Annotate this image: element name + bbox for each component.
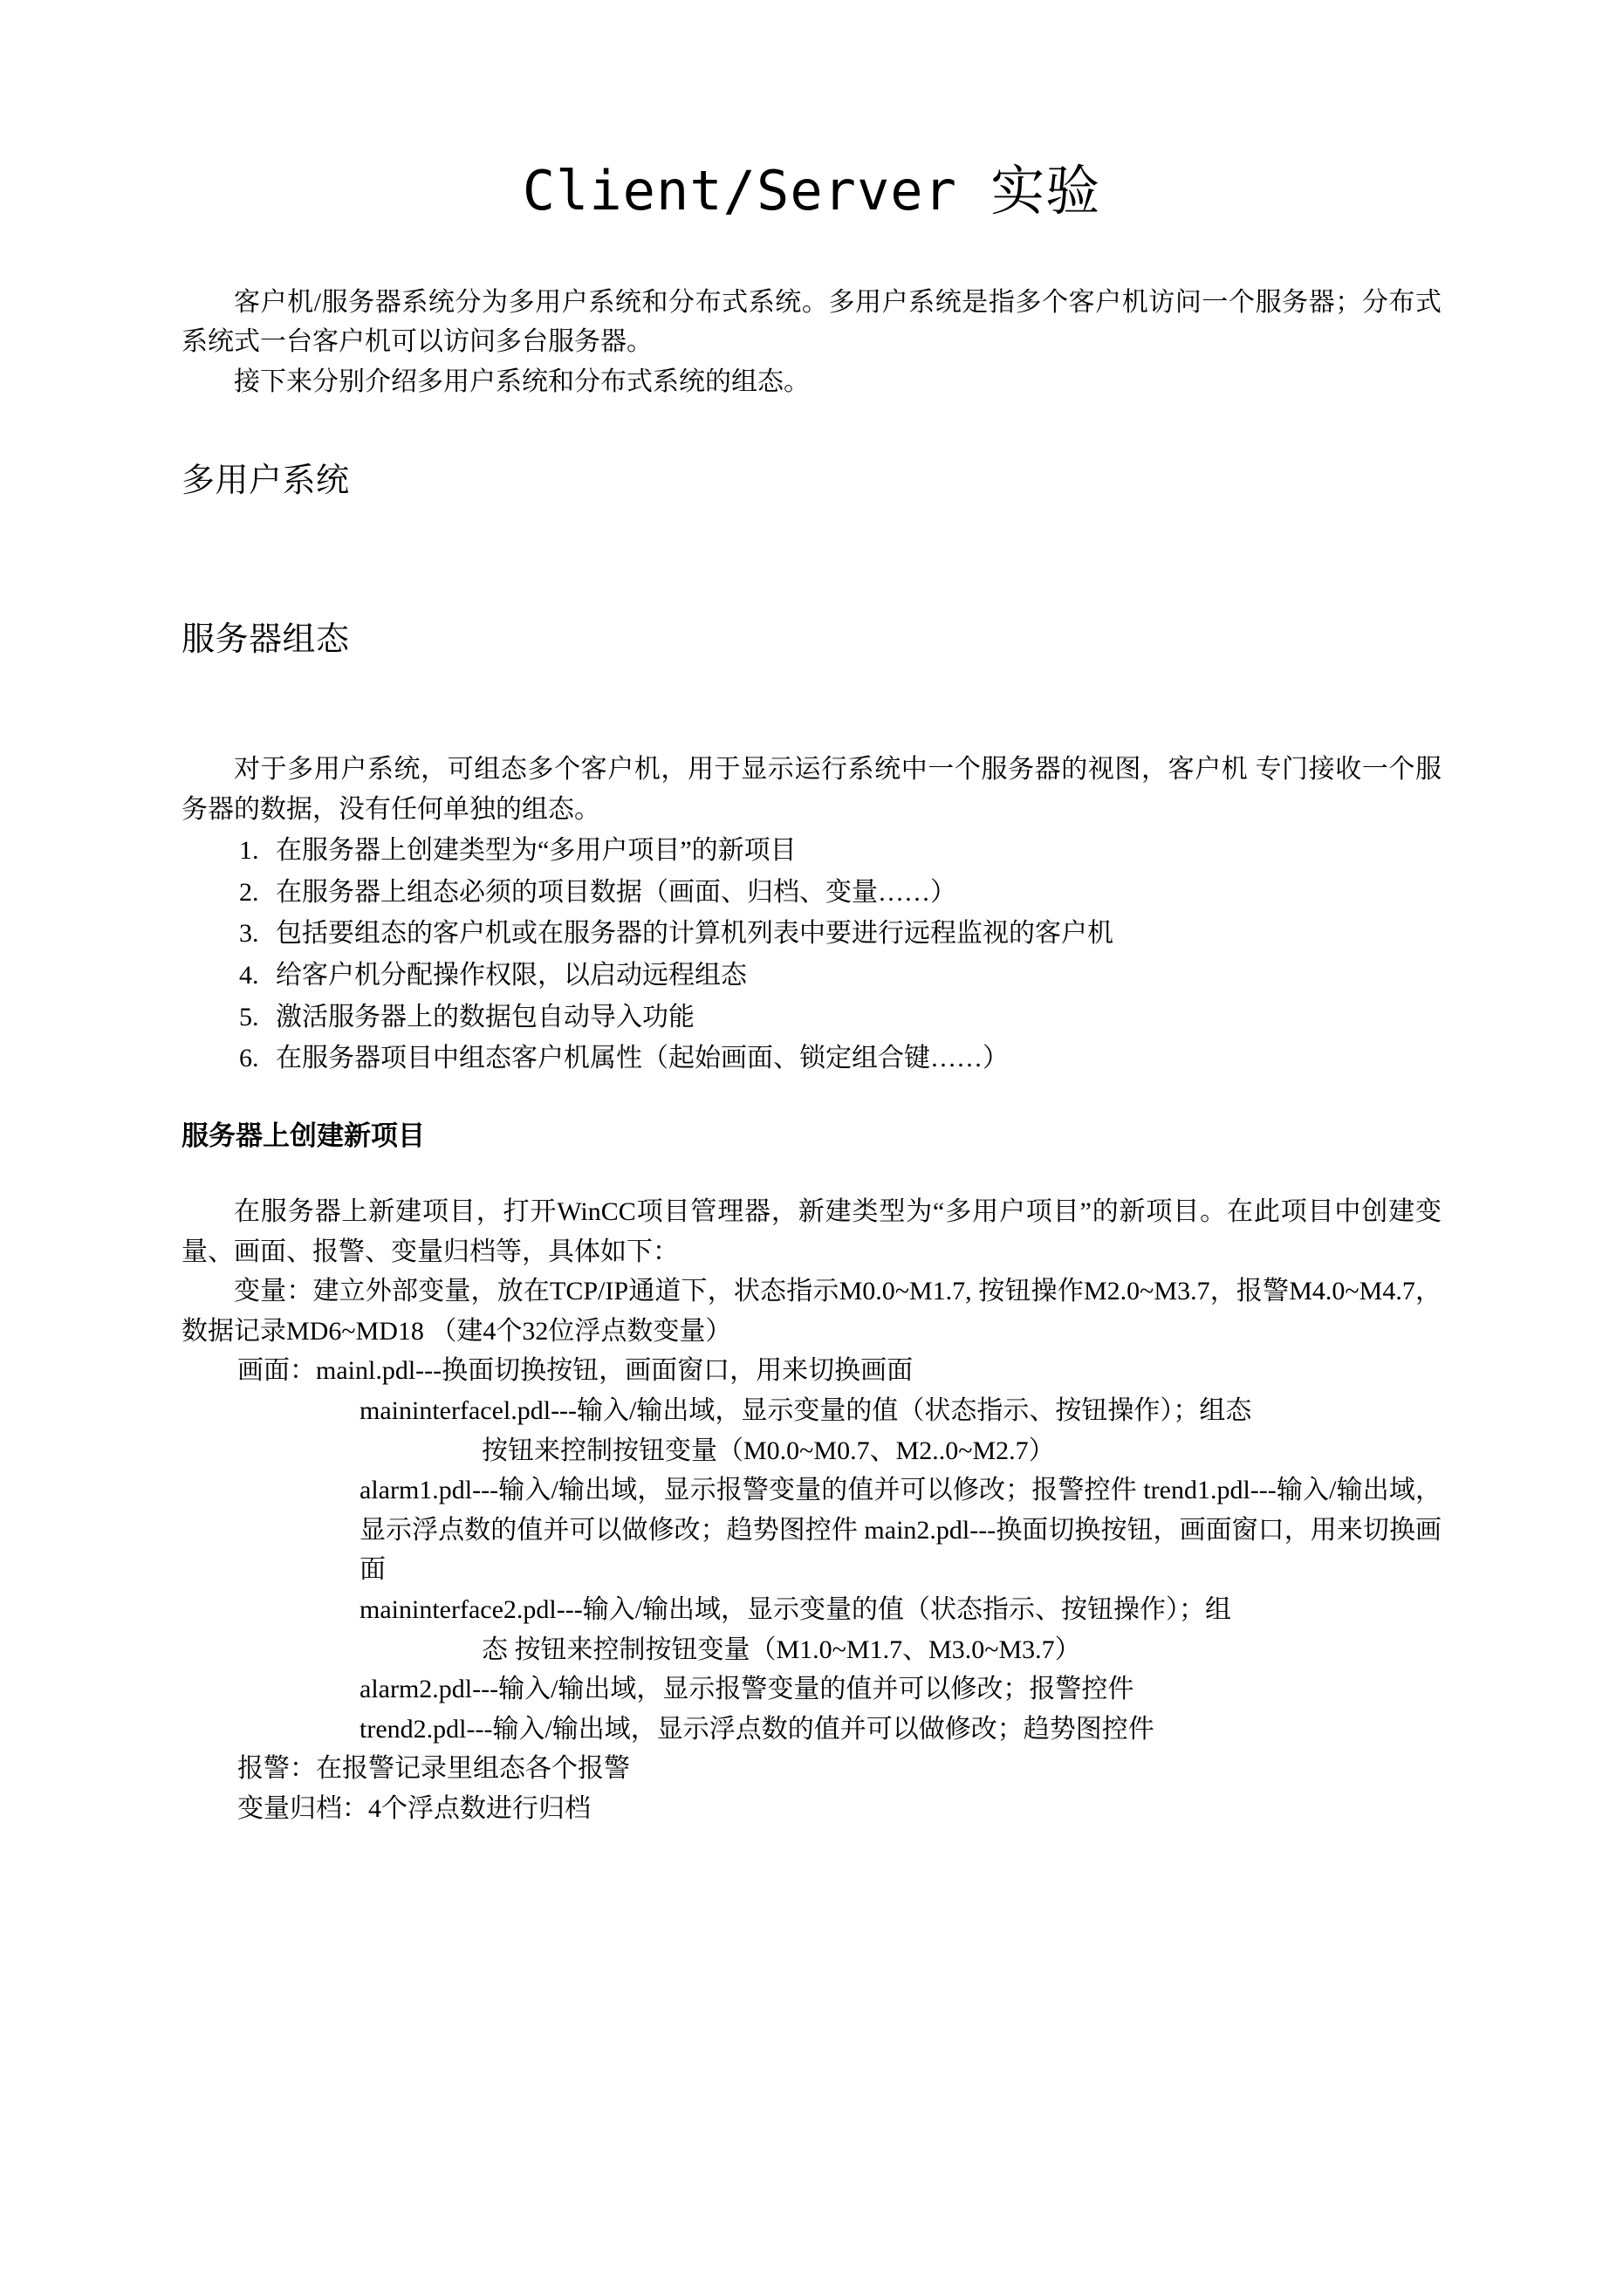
list-item: 2. 在服务器上组态必须的项目数据（画面、归档、变量……） <box>265 873 1442 913</box>
server-configuration-steps <box>181 831 1442 1079</box>
screens-line-alarm2: alarm2.pdl---输入/输出域，显示报警变量的值并可以修改；报警控件 <box>360 1675 1134 1704</box>
spacer <box>181 718 1442 750</box>
screens-main1-text: mainl.pdl---换面切换按钮，画面窗口，用来切换画面 <box>316 1356 914 1386</box>
spacer <box>181 560 1442 618</box>
screens-line-maininterface1-continued: 按钮来控制按钮变量（M0.0~M0.7、M2..0~M2.7） <box>482 1436 1055 1465</box>
intro-paragraph-1: 客户机/服务器系统分为多用户系统和分布式系统。多用户系统是指多个客户机访问一个服务器；分布式系统式一台客户机可以访问多台服务器。 <box>181 287 1442 357</box>
spacer <box>181 503 1442 560</box>
tag-archive-line: 变量归档：4个浮点数进行归档 <box>237 1794 591 1824</box>
screens-line-main1 <box>181 1351 1442 1391</box>
heading-server-configuration: 服务器组态 <box>181 619 350 658</box>
screens-line-maininterface2-continued: 态 按钮来控制按钮变量（M1.0~M1.7、M3.0~M3.7） <box>482 1635 1081 1664</box>
spacer <box>181 401 1442 459</box>
screens-label: 画面： <box>237 1356 316 1386</box>
tags-description-line: 变量：建立外部变量，放在TCP/IP通道下，状态指示M0.0~M1.7, 按钮操作M2.0~M3.7，报警M4.0~M4.7，数据记录MD6~MD18 （建4个32位浮点数变量） <box>181 1277 1442 1346</box>
list-item: 1. 在服务器上创建类型为“多用户项目”的新项目 <box>265 831 1442 871</box>
screens-line-alarm1-trend1-main2: alarm1.pdl---输入/输出域，显示报警变量的值并可以修改；报警控件 trend1.pdl---输入/输出域，显示浮点数的值并可以做修改；趋势图控件 main2.pdl---换面切换按钮，画面窗口，用来切换画面 <box>360 1476 1442 1585</box>
screens-line-trend2: trend2.pdl---输入/输出域，显示浮点数的值并可以做修改；趋势图控件 <box>360 1714 1154 1744</box>
list-item: 4. 给客户机分配操作权限，以启动远程组态 <box>265 956 1442 996</box>
spacer <box>181 661 1442 718</box>
heading-create-new-project-on-server: 服务器上创建新项目 <box>181 1120 425 1152</box>
intro-paragraph-2: 接下来分别介绍多用户系统和分布式系统的组态。 <box>234 367 810 396</box>
alarms-line: 报警：在报警记录里组态各个报警 <box>237 1754 630 1784</box>
screens-line-maininterface2: maininterface2.pdl---输入/输出域，显示变量的值（状态指示、按钮操作）；组 <box>360 1595 1232 1625</box>
spacer <box>181 1080 1442 1119</box>
list-item: 3. 包括要组态的客户机或在服务器的计算机列表中要进行远程监视的客户机 <box>265 914 1442 954</box>
list-item: 5. 激活服务器上的数据包自动导入功能 <box>265 997 1442 1038</box>
new-project-paragraph: 在服务器上新建项目，打开WinCC项目管理器，新建类型为“多用户项目”的新项目。在此项目中创建变量、画面、报警、变量归档等，具体如下： <box>181 1197 1442 1266</box>
spacer <box>181 1154 1442 1192</box>
list-item: 6. 在服务器项目中组态客户机属性（起始画面、锁定组合键……） <box>265 1038 1442 1079</box>
page-title: Client/Server 实验 <box>522 159 1101 223</box>
screens-description-block <box>181 1351 1442 1828</box>
spacer <box>181 225 1442 283</box>
server-configuration-paragraph: 对于多用户系统，可组态多个客户机，用于显示运行系统中一个服务器的视图，客户机 专门接收一个服务器的数据，没有任何单独的组态。 <box>181 755 1442 824</box>
screens-line-maininterface1: maininterfacel.pdl---输入/输出域，显示变量的值（状态指示、按钮操作）；组态 <box>360 1396 1252 1426</box>
heading-multiuser-system: 多用户系统 <box>181 461 350 500</box>
